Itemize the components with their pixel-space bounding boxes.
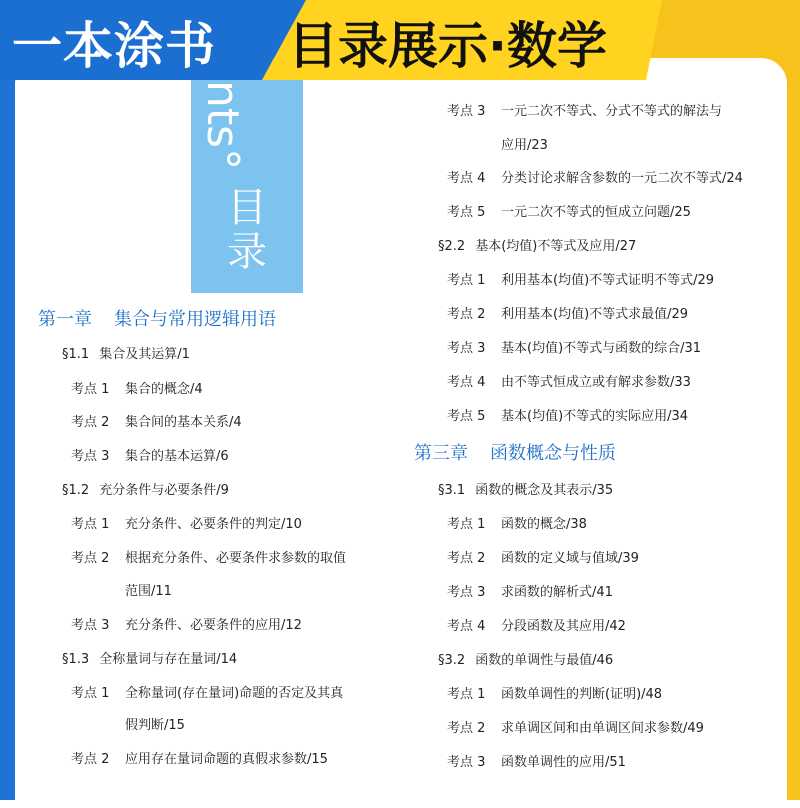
- point-entry: [71, 380, 203, 400]
- point-label: 考点 4: [447, 375, 486, 390]
- point-label: 考点 2: [447, 551, 486, 566]
- point-entry: [447, 373, 691, 393]
- point-title: 由不等式恒成立或有解求参数/33: [501, 375, 691, 390]
- point-label: 考点 4: [447, 171, 486, 186]
- point-title: 集合的基本运算/6: [125, 449, 229, 464]
- point-title: 应用存在量词命题的真假求参数/15: [125, 752, 328, 767]
- point-entry: [71, 684, 343, 704]
- section-label: §1.3: [62, 652, 90, 667]
- point-title: 函数的定义域与值域/39: [501, 551, 639, 566]
- chapter-title: 集合与常用逻辑用语: [114, 309, 276, 330]
- point-entry: [447, 549, 639, 569]
- point-entry: [447, 203, 691, 223]
- section-entry: [438, 651, 613, 671]
- point-entry: [447, 407, 688, 427]
- point-entry: [447, 169, 743, 189]
- point-label: 考点 2: [71, 551, 110, 566]
- point-entry: [71, 515, 302, 535]
- point-label: 考点 3: [71, 449, 110, 464]
- point-entry: [447, 339, 701, 359]
- point-title: 函数单调性的判断(证明)/48: [501, 687, 663, 702]
- point-title: 利用基本(均值)不等式求最值/29: [501, 307, 689, 322]
- point-entry: [447, 305, 688, 325]
- point-label: 考点 3: [447, 104, 486, 119]
- point-title-continued: 假判断/15: [125, 718, 185, 733]
- section-title: 函数的概念及其表示/35: [475, 483, 614, 498]
- chapter-title: 函数概念与性质: [490, 443, 616, 464]
- point-title: 一元二次不等式、分式不等式的解法与: [501, 104, 723, 119]
- brand-name: 一本涂书: [12, 17, 216, 75]
- point-entry: [71, 616, 302, 636]
- point-label: 考点 3: [71, 618, 110, 633]
- point-entry: [71, 750, 328, 770]
- section-label: §1.2: [62, 483, 90, 498]
- point-entry: [447, 719, 704, 739]
- point-title: 分段函数及其应用/42: [501, 619, 626, 634]
- point-title: 集合的概念/4: [125, 382, 203, 397]
- point-title: 一元二次不等式的恒成立问题/25: [501, 205, 691, 220]
- point-title: 求单调区间和由单调区间求参数/49: [501, 721, 704, 736]
- point-label: 考点 2: [71, 415, 110, 430]
- point-title: 根据充分条件、必要条件求参数的取值: [125, 551, 347, 566]
- point-entry: [71, 549, 346, 569]
- point-title-continued: 应用/23: [501, 138, 548, 153]
- point-entry: [447, 583, 613, 603]
- section-entry: [438, 481, 613, 501]
- point-title-continued: 范围/11: [125, 584, 172, 599]
- section-label: §3.2: [438, 653, 466, 668]
- point-label: 考点 2: [447, 721, 486, 736]
- point-title: 求函数的解析式/41: [501, 585, 613, 600]
- point-label: 考点 1: [447, 517, 486, 532]
- point-title: 利用基本(均值)不等式证明不等式/29: [501, 273, 715, 288]
- point-entry: [447, 753, 626, 773]
- section-entry: [62, 481, 229, 501]
- section-title: 基本(均值)不等式及应用/27: [475, 239, 637, 254]
- point-entry: [447, 515, 587, 535]
- point-label: 考点 3: [447, 755, 486, 770]
- point-entry: [447, 685, 662, 705]
- point-title: 全称量词(存在量词)命题的否定及其真: [125, 686, 344, 701]
- chapter-label: 第三章: [414, 443, 468, 464]
- contents-heading: 目录: [227, 185, 267, 275]
- point-label: 考点 5: [447, 409, 486, 424]
- section-title: 充分条件与必要条件/9: [99, 483, 229, 498]
- point-entry: [71, 413, 242, 433]
- chapter-label: 第一章: [38, 309, 92, 330]
- point-title: 函数单调性的应用/51: [501, 755, 626, 770]
- point-label: 考点 3: [447, 341, 486, 356]
- point-label: 考点 2: [71, 752, 110, 767]
- point-entry: [71, 447, 229, 467]
- point-title: 分类讨论求解含参数的一元二次不等式/24: [501, 171, 743, 186]
- chapter-heading: [414, 444, 616, 464]
- banner-title: 目录展示·数学: [288, 17, 607, 75]
- section-label: §1.1: [62, 347, 90, 362]
- point-title: 充分条件、必要条件的应用/12: [125, 618, 302, 633]
- section-label: §3.1: [438, 483, 466, 498]
- section-title: 函数的单调性与最值/46: [475, 653, 614, 668]
- point-label: 考点 1: [447, 687, 486, 702]
- section-entry: [62, 345, 190, 365]
- point-label: 考点 4: [447, 619, 486, 634]
- section-label: §2.2: [438, 239, 466, 254]
- point-label: 考点 3: [447, 585, 486, 600]
- point-label: 考点 1: [71, 517, 110, 532]
- point-title: 基本(均值)不等式的实际应用/34: [501, 409, 689, 424]
- section-entry: [438, 237, 636, 257]
- point-title: 集合间的基本关系/4: [125, 415, 242, 430]
- point-entry: [447, 102, 722, 122]
- contents-latin-fragment: nts°: [197, 80, 248, 171]
- section-title: 集合及其运算/1: [99, 347, 190, 362]
- section-title: 全称量词与存在量词/14: [99, 652, 238, 667]
- point-label: 考点 5: [447, 205, 486, 220]
- point-title: 充分条件、必要条件的判定/10: [125, 517, 302, 532]
- point-label: 考点 1: [71, 382, 110, 397]
- point-label: 考点 1: [447, 273, 486, 288]
- point-label: 考点 1: [71, 686, 110, 701]
- section-entry: [62, 650, 237, 670]
- chapter-heading: [38, 310, 276, 330]
- point-entry: [447, 617, 626, 637]
- point-entry: [447, 271, 714, 291]
- point-title: 基本(均值)不等式与函数的综合/31: [501, 341, 702, 356]
- point-label: 考点 2: [447, 307, 486, 322]
- point-title: 函数的概念/38: [501, 517, 587, 532]
